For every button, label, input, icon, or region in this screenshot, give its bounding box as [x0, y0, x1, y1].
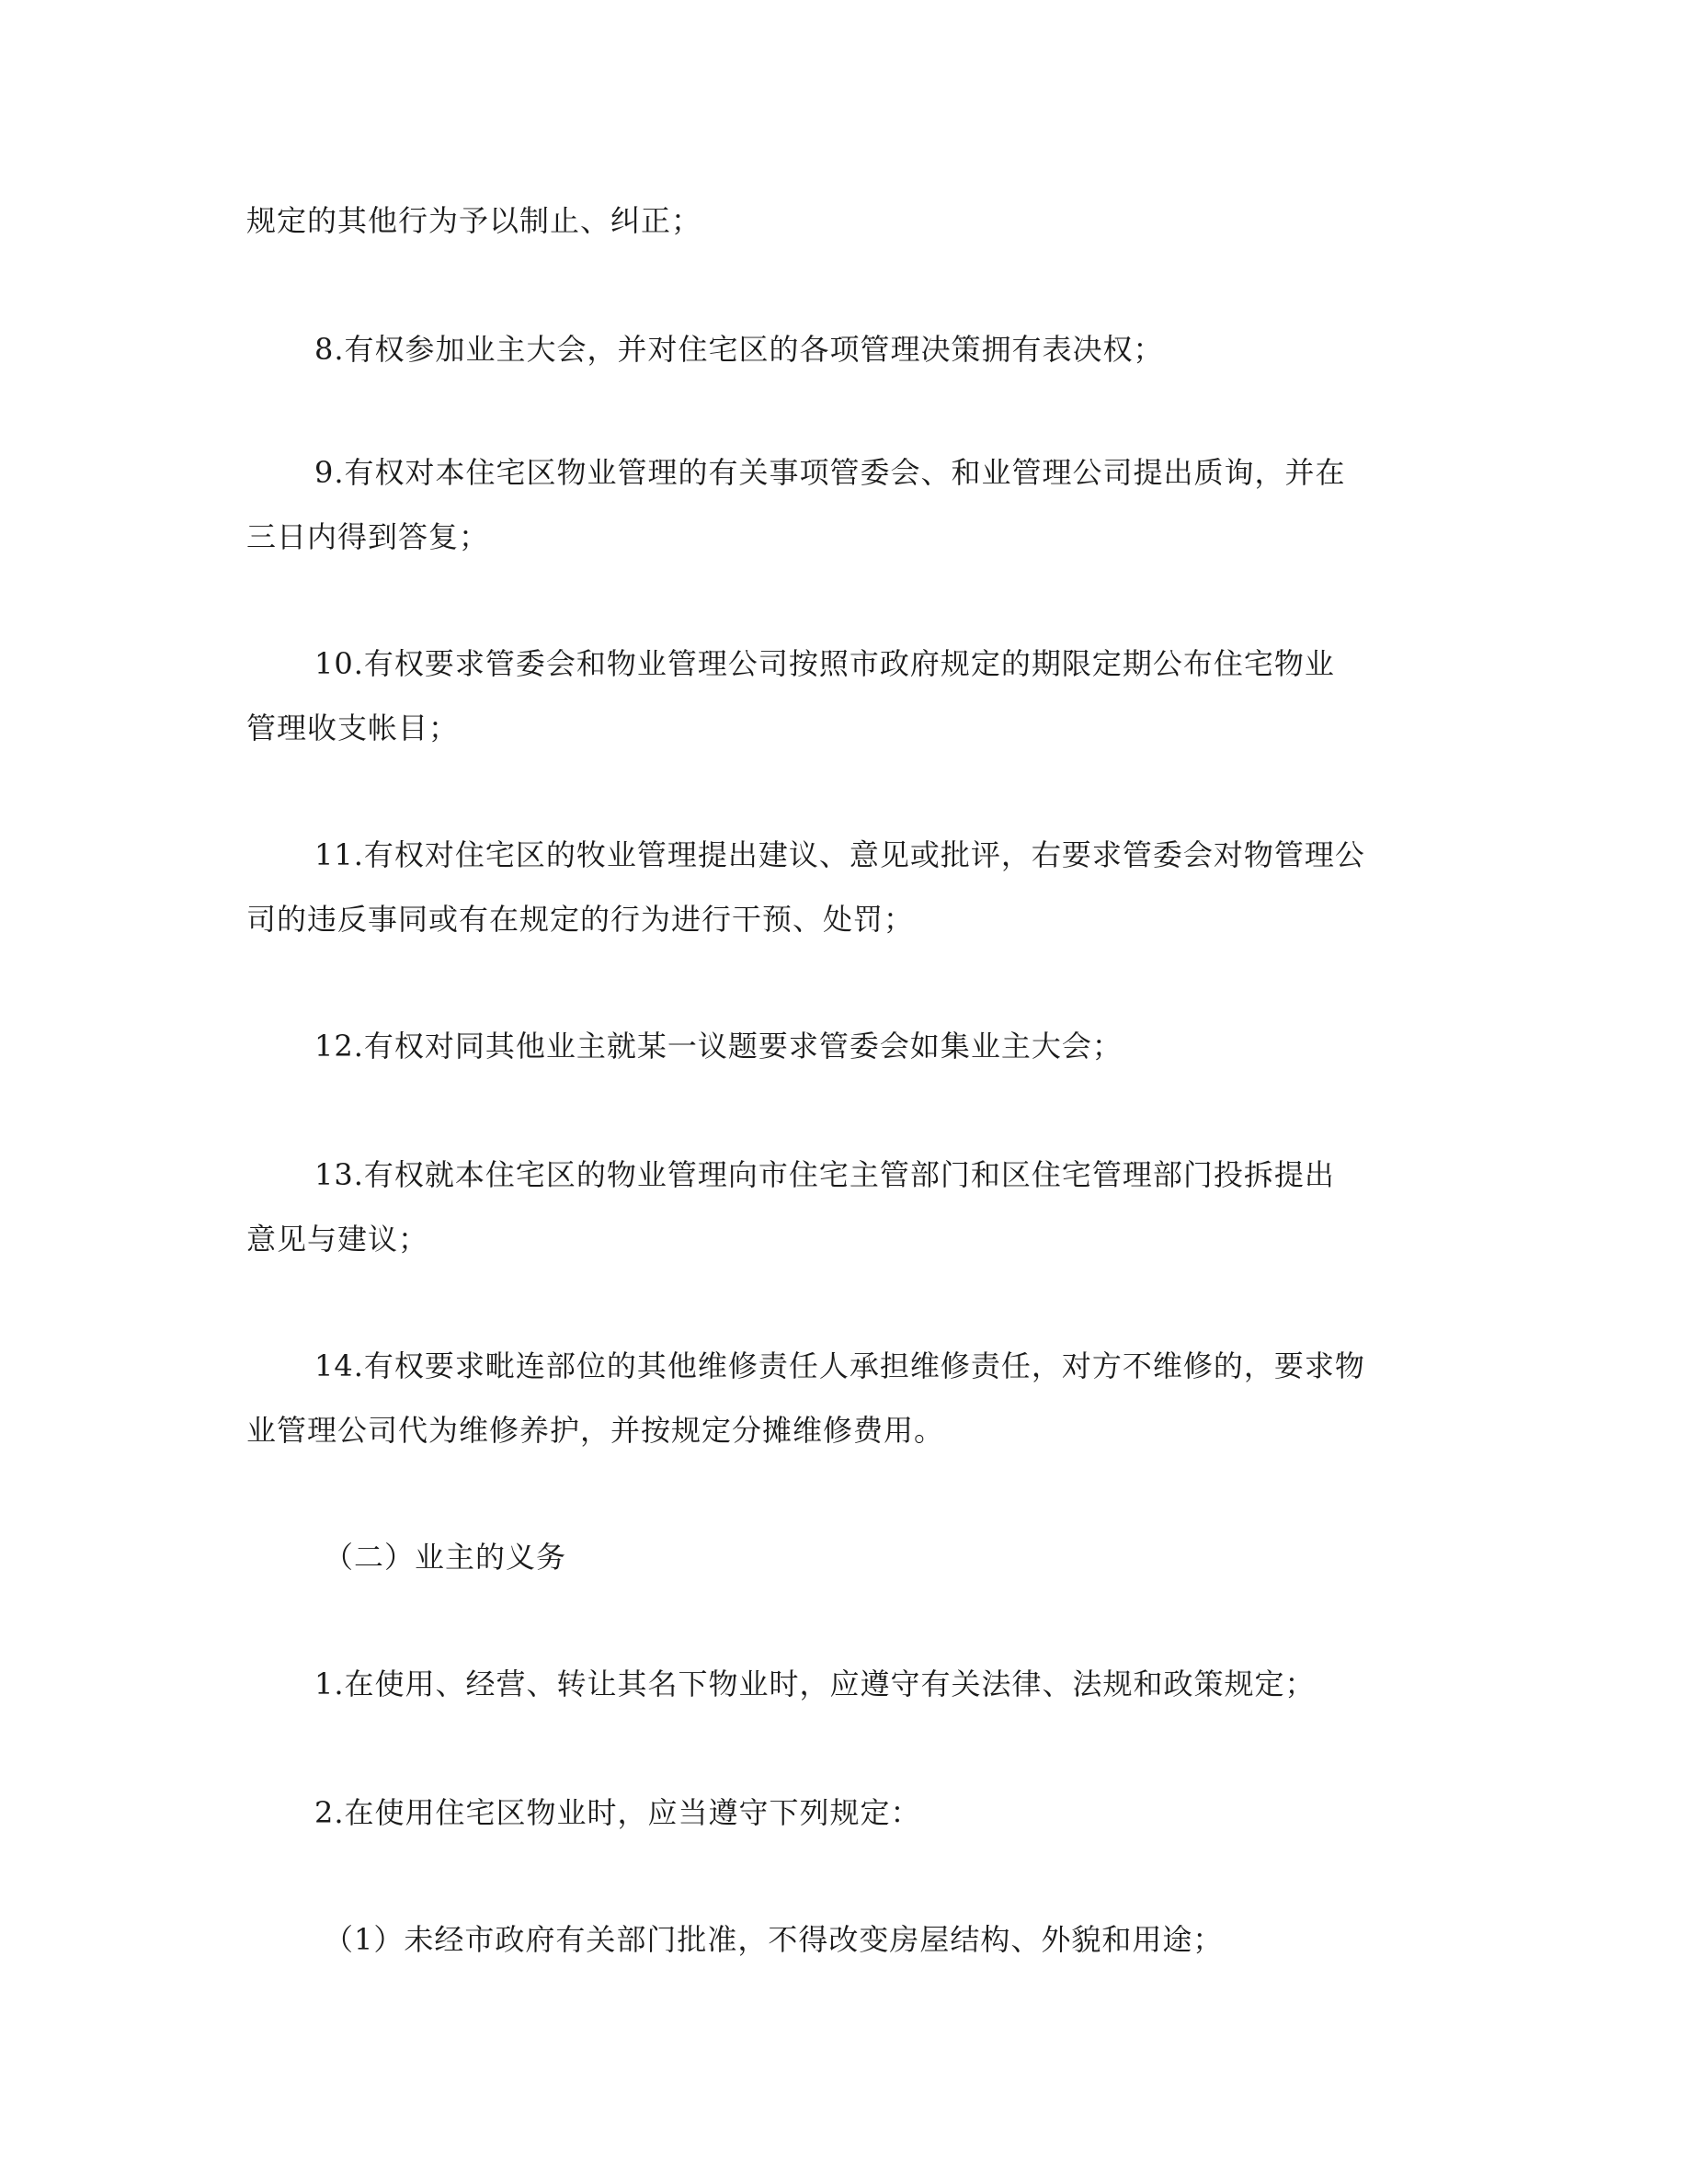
- item-10-continuation: 管理收支帐目；: [246, 711, 460, 745]
- item-10: 10.有权要求管委会和物业管理公司按照市政府规定的期限定期公布住宅物业: [314, 646, 1335, 681]
- obligation-2-sub-1: （1）未经市政府有关部门批准，不得改变房屋结构、外貌和用途；: [324, 1922, 1224, 1957]
- item-11-continuation: 司的违反事同或有在规定的行为进行干预、处罚；: [246, 902, 915, 937]
- obligation-1: 1.在使用、经营、转让其名下物业时，应遵守有关法律、法规和政策规定；: [314, 1666, 1316, 1701]
- item-9: 9.有权对本住宅区物业管理的有关事项管委会、和业管理公司提出质询，并在: [314, 455, 1346, 490]
- item-13: 13.有权就本住宅区的物业管理向市住宅主管部门和区住宅管理部门投拆提出: [314, 1157, 1335, 1192]
- item-9-continuation: 三日内得到答复；: [246, 519, 490, 554]
- item-14-continuation: 业管理公司代为维修养护，并按规定分摊维修费用。: [246, 1413, 945, 1448]
- text-line-continuation: 规定的其他行为予以制止、纠正；: [246, 203, 702, 238]
- item-11: 11.有权对住宅区的牧业管理提出建议、意见或批评，右要求管委会对物管理公: [314, 837, 1365, 872]
- obligation-2: 2.在使用住宅区物业时，应当遵守下列规定：: [314, 1795, 921, 1830]
- item-12: 12.有权对同其他业主就某一议题要求管委会如集业主大会；: [314, 1029, 1123, 1064]
- section-heading-owner-obligations: （二）业主的义务: [324, 1540, 567, 1575]
- item-8: 8.有权参加业主大会，并对住宅区的各项管理决策拥有表决权；: [314, 332, 1164, 367]
- item-14: 14.有权要求毗连部位的其他维修责任人承担维修责任，对方不维修的，要求物: [314, 1348, 1365, 1383]
- item-13-continuation: 意见与建议；: [246, 1222, 429, 1257]
